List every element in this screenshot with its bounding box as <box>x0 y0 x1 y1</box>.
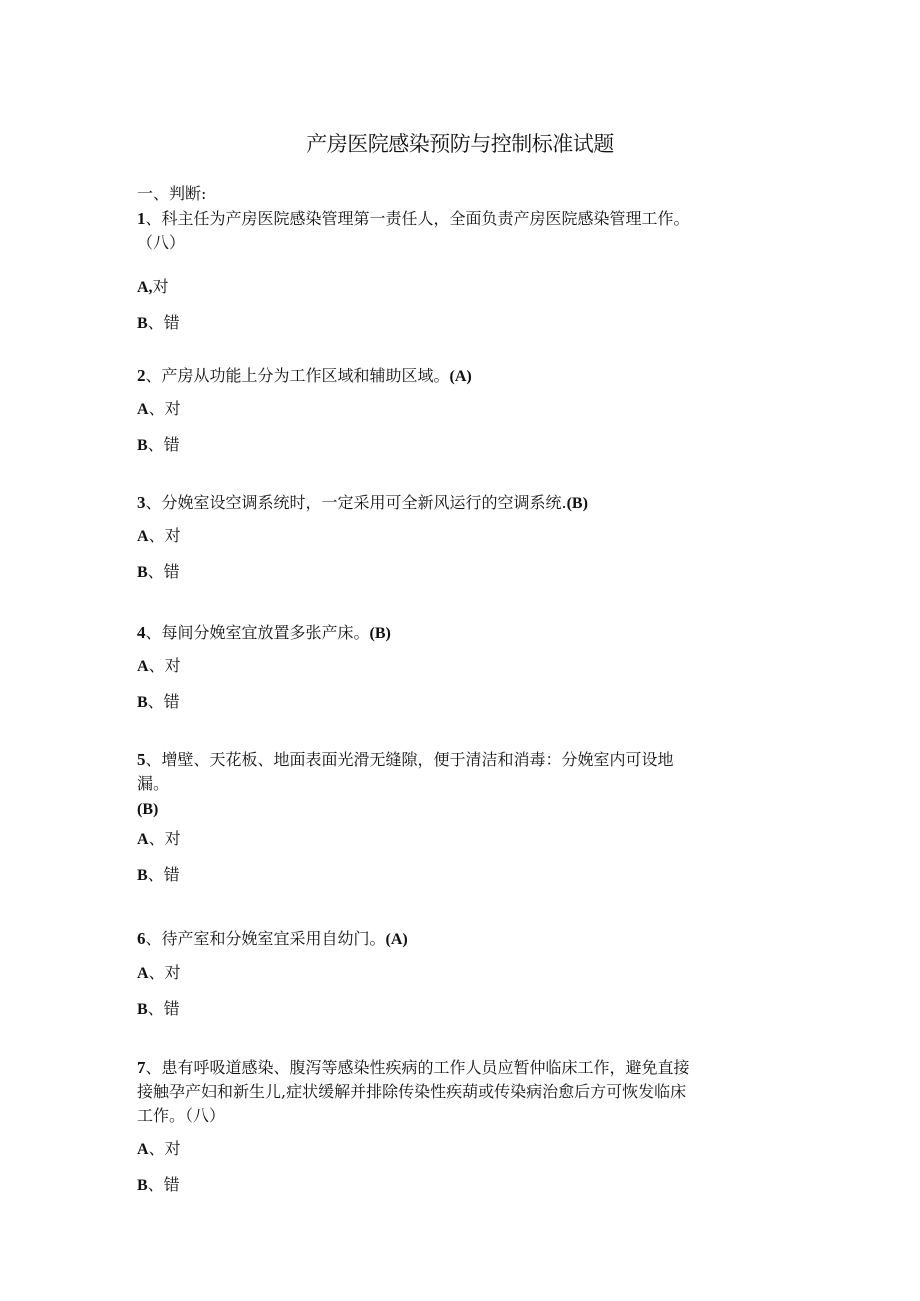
question-number: 2 <box>137 366 146 385</box>
question-7 <box>137 1056 787 1198</box>
question-2 <box>137 364 787 458</box>
question-6 <box>137 927 787 1022</box>
option-b[interactable]: B、错 <box>137 865 180 884</box>
question-1 <box>137 207 787 336</box>
question-text-continued: 接触孕产妇和新生儿,症状缓解并排除传染性疾葫或传染病治愈后方可恢发临床 <box>137 1082 687 1101</box>
question-number: 5 <box>137 750 146 769</box>
question-text-continued: 工作。（八） <box>137 1106 226 1125</box>
option-a[interactable]: A、对 <box>137 656 181 675</box>
question-number: 3 <box>137 493 146 512</box>
option-a[interactable]: A,对 <box>137 277 169 296</box>
option-a[interactable]: A、对 <box>137 1139 181 1158</box>
option-a[interactable]: A、对 <box>137 526 181 545</box>
answer-key: (B) <box>137 801 159 818</box>
answer-key: (A) <box>449 368 472 385</box>
question-number: 6 <box>137 929 146 948</box>
answer-key: (B) <box>566 495 588 512</box>
question-text: 7、患有呼吸道感染、腹泻等感染性疾病的工作人员应暂仲临床工作，避免直接 <box>137 1058 690 1077</box>
question-text: 3、分娩室设空调系统时，一定采用可全新风运行的空调系统.(B) <box>137 493 588 512</box>
option-b[interactable]: B、错 <box>137 562 180 581</box>
option-b[interactable]: B、错 <box>137 1175 180 1194</box>
question-text-continued: 漏。 <box>137 774 170 793</box>
option-b[interactable]: B、错 <box>137 999 180 1018</box>
question-text-continued: （八） <box>137 233 186 252</box>
question-text: 2、产房从功能上分为工作区域和辅助区域。(A) <box>137 366 472 385</box>
question-text: 6、待产室和分娩室宜采用自幼门。(A) <box>137 929 408 948</box>
answer-key: (B) <box>369 625 391 642</box>
option-b[interactable]: B、错 <box>137 313 180 332</box>
option-a[interactable]: A、对 <box>137 963 181 982</box>
answer-key: (A) <box>385 931 408 948</box>
question-text: 5、增壁、天花板、地面表面光滑无缝隙，便于清洁和消毒：分娩室内可设地 <box>137 750 674 769</box>
question-text: 1、科主任为产房医院感染管理第一责任人，全面负责产房医院感染管理工作。 <box>137 209 690 228</box>
option-a[interactable]: A、对 <box>137 829 181 848</box>
question-4 <box>137 621 787 715</box>
question-text: 4、每间分娩室宜放置多张产床。(B) <box>137 623 391 642</box>
question-number: 1 <box>137 209 146 228</box>
question-3 <box>137 491 787 585</box>
question-number: 7 <box>137 1058 146 1077</box>
question-5 <box>137 748 787 888</box>
page-title: 产房医院感染预防与控制标准试题 <box>306 132 614 156</box>
option-b[interactable]: B、错 <box>137 435 180 454</box>
section-heading: 一、判断: <box>137 184 207 203</box>
option-b[interactable]: B、错 <box>137 692 180 711</box>
option-a[interactable]: A、对 <box>137 399 181 418</box>
question-number: 4 <box>137 623 146 642</box>
